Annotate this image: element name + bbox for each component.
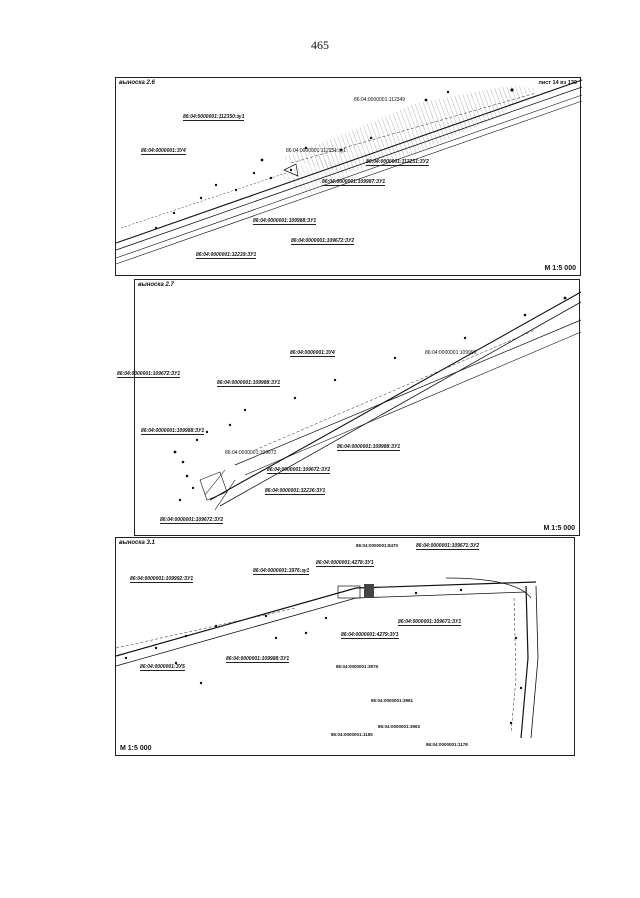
- parcel-label: 86:04:0000001:3961: [371, 698, 414, 703]
- panel-title: выноска 2.6: [119, 80, 155, 86]
- parcel-label: 86:04:0000001:109988:ЗУ1: [226, 656, 290, 662]
- parcel-label: 86:04:0000001:3963: [378, 724, 421, 729]
- parcel-label: 86:04:0000001:ЗУ4: [141, 148, 186, 154]
- scale-label: М 1:5 000: [120, 745, 152, 752]
- parcel-label: 86:04:0000001:ЗУ5: [140, 664, 185, 670]
- parcel-label: 86:04:0000001:109672:ЗУ2: [160, 517, 224, 523]
- parcel-label: 86:04:0000001:109988:ЗУ1: [337, 444, 401, 450]
- panel-title: выноска 3.1: [119, 540, 155, 546]
- parcel-label: 86:04:0000001:112350:зу1: [183, 114, 245, 120]
- panel-title: выноска 2.7: [138, 282, 174, 288]
- parcel-label: 86:04:0000001:109672:ЗУ1: [117, 371, 181, 377]
- parcel-label: 86:04:0000001:1155: [331, 732, 373, 737]
- parcel-label: 86:04:0000001:109671:ЗУ1: [398, 619, 462, 625]
- sheet-number: лист 14 из 130: [538, 80, 577, 86]
- map-drawing-2-6: [116, 78, 582, 277]
- parcel-label: 86:04:0000001:109992:ЗУ1: [130, 576, 194, 582]
- parcel-label: 86:04:0000001:109988:ЗУ1: [141, 428, 205, 434]
- parcel-label: 86:04:0000001:109996: [425, 350, 477, 356]
- parcel-label: 86:04:0000001:ЗУ4: [290, 350, 335, 356]
- scale-label: М 1:5 000: [544, 265, 576, 272]
- parcel-label: 86:04:0000001:112349: [354, 97, 406, 103]
- parcel-label: 86:04:0000001:32236:ЗУ1: [265, 488, 326, 494]
- parcel-label: 86:04:0000001:109988:ЗУ1: [253, 218, 317, 224]
- parcel-label: 86:04:0000001:32239:ЗУ1: [196, 252, 257, 258]
- parcel-label: 86:04:0000001:1178: [426, 742, 468, 747]
- parcel-label: 86:04:0000001:109671:ЗУ2: [416, 543, 480, 549]
- parcel-label: 86:04:0000001:112251:зу1: [286, 148, 346, 154]
- scale-label: М 1:5 000: [543, 525, 575, 532]
- page-number: 465: [311, 38, 329, 52]
- parcel-label: 86:04:0000001:109672: [225, 450, 277, 456]
- map-panel-2-6: [115, 77, 581, 276]
- map-panel-3-1: [115, 537, 575, 756]
- map-panel-2-7: [117, 279, 580, 536]
- parcel-label: 86:04:0000001:109987:ЗУ1: [322, 179, 386, 185]
- parcel-label: 86:04:0000001:8470: [356, 543, 399, 548]
- map-drawing-2-7: [135, 280, 581, 537]
- map-drawing-3-1: [116, 538, 576, 757]
- parcel-label: 86:04:0000001:3976:зу1: [253, 568, 310, 574]
- parcel-label: 86:04:0000001:109988:ЗУ1: [217, 380, 281, 386]
- parcel-label: 86:04:0000001:109672:ЗУ2: [267, 467, 331, 473]
- parcel-label: 86:04:0000001:4278:ЗУ1: [316, 560, 374, 566]
- parcel-label: 86:04:0000001:3975: [336, 664, 379, 669]
- parcel-label: 86:04:0000001:109672:ЗУ2: [291, 238, 355, 244]
- parcel-label: 86:04:0000001:112251:ЗУ2: [366, 159, 429, 165]
- parcel-label: 86:04:0000001:4279:ЗУ1: [341, 632, 399, 638]
